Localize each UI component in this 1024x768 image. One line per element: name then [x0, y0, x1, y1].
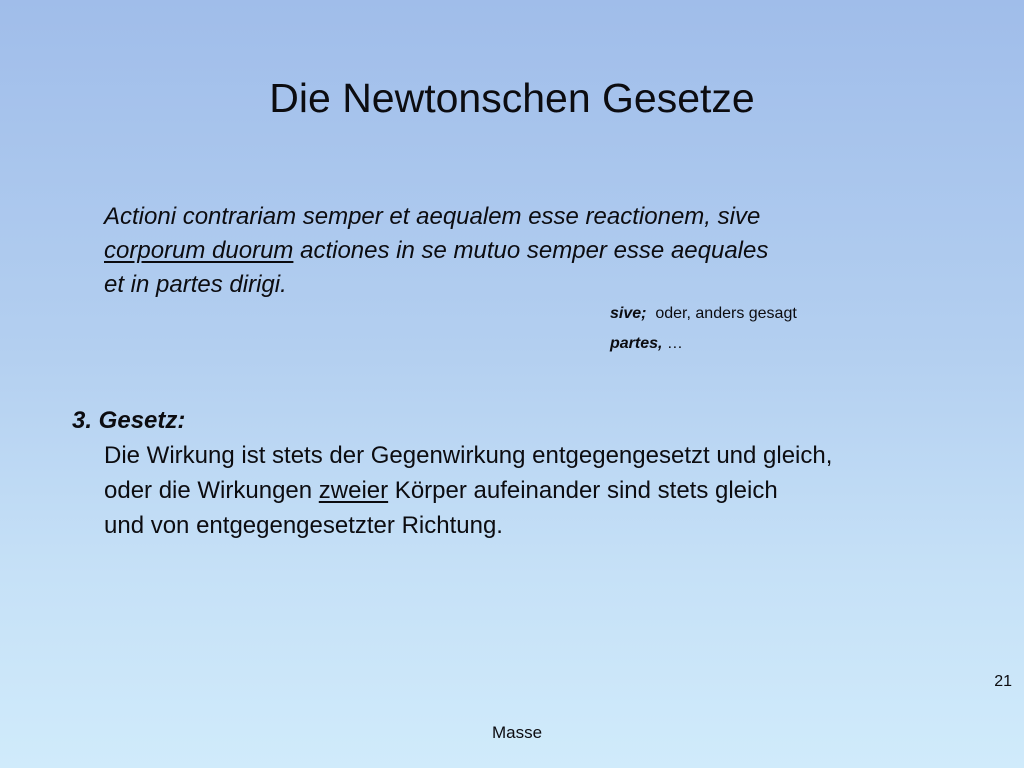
law-line-2-after: Körper aufeinander sind stets gleich [388, 477, 778, 504]
quote-line-2-rest: actiones in se mutuo semper esse aequales [293, 237, 769, 264]
gloss-sive [610, 303, 797, 325]
law-line-3: und von entgegengesetzter Richtung. [104, 512, 503, 539]
gloss-text: oder, anders gesagt [646, 305, 797, 322]
quote-line-2 [104, 234, 924, 268]
slide-footer: Masse [491, 723, 543, 742]
law-heading: 3. Gesetz: [72, 407, 186, 434]
law-underlined-word: zweier [318, 477, 389, 504]
slide-title: Die Newtonschen Gesetze [269, 75, 755, 121]
quote-underlined-phrase: corporum duorum [104, 237, 294, 264]
page-number: 21 [994, 673, 1012, 690]
quote-line-1: Actioni contrariam semper et aequalem esse reactionem, sive [104, 203, 761, 230]
law-line-2 [72, 473, 1002, 508]
law-line-1: Die Wirkung ist stets der Gegenwirkung entgegengesetzt und gleich, [104, 442, 833, 469]
gloss-term: sive; [610, 305, 647, 322]
gloss-partes [610, 333, 683, 355]
gloss-term: partes, [610, 335, 663, 352]
third-law-block [72, 403, 1002, 543]
quote-line-3: et in partes dirigi. [104, 271, 287, 298]
gloss-text: … [662, 335, 683, 352]
law-line-2-before: oder die Wirkungen [104, 477, 319, 504]
latin-quote [104, 200, 924, 302]
